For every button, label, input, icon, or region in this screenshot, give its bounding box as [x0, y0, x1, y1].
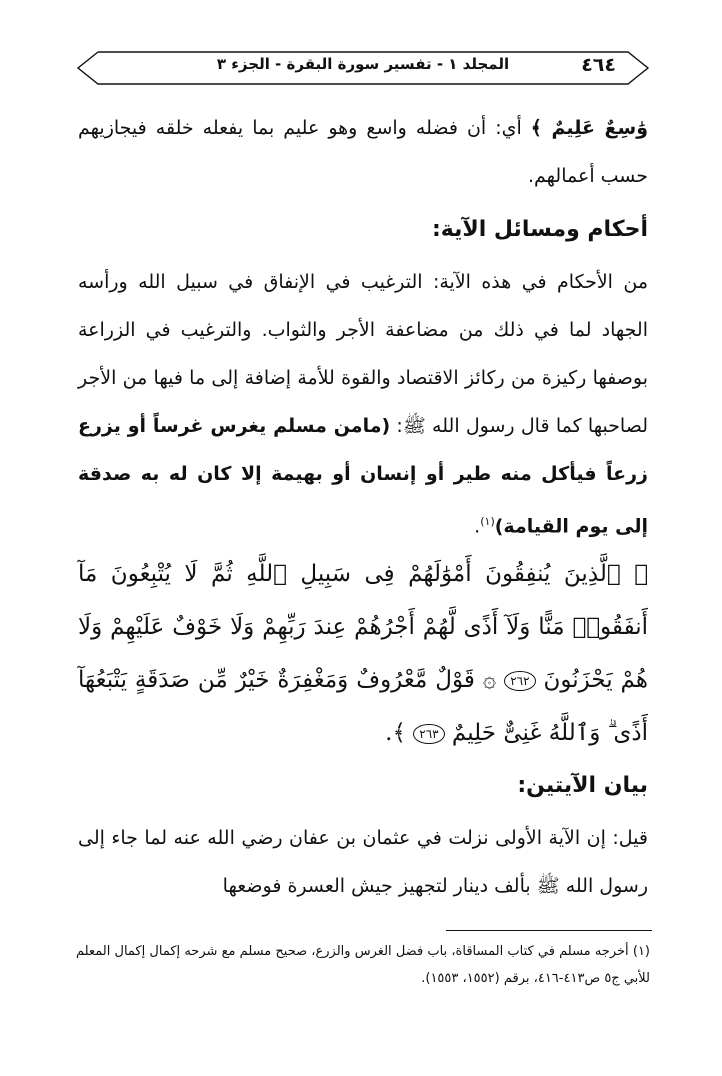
- sentence-end: .: [474, 515, 481, 538]
- quran-close-bracket: ﴾.: [385, 720, 414, 746]
- running-title: المجلد ١ - تفسير سورة البقرة - الجزء ٣: [216, 55, 510, 73]
- commentary-paragraph: [78, 104, 648, 200]
- ayah-263: قَوْلٌ مَّعْرُوفٌ وَمَغْفِرَةٌ خَيْرٌ مِّن صَدَقَةٍ يَتْبَعُهَآ أَذًى ۗ وَٱللَّهُ غَنِىٌّ حَلِيمٌ: [78, 667, 648, 746]
- rub-separator-icon: ۞: [474, 667, 505, 693]
- paragraph-text: من الأحكام في هذه الآية: الترغيب في الإنفاق في سبيل الله ورأسه الجهاد لما في ذلك من مضاعفة الأجر والثواب. والترغيب في الزراعة بوصفها ركيزة من ركائز الاقتصاد والقوة للأمة إضافة إلى ما فيها من الأجر لصاحبها كما قال رسول الله ﷺ:: [78, 271, 648, 437]
- rulings-paragraph: [78, 258, 648, 550]
- explanation-paragraph: قيل: إن الآية الأولى نزلت في عثمان بن عفان رضي الله عنه لما جاء إلى رسول الله ﷺ بألف دينار لتجهيز جيش العسرة فوضعها: [78, 827, 648, 897]
- ayah-number-263: ٢٦٣: [413, 724, 444, 744]
- footnote-reference: (١): [480, 515, 495, 528]
- running-header: [76, 46, 650, 90]
- footnote: (١) أخرجه مسلم في كتاب المساقاة، باب فضل الغرس والزرع، صحيح مسلم مع شرحه إكمال إكمال المعلم للأبي ج٥ ص٤١٣-٤١٦، برقم (١٥٥٢، ١٥٥٣).: [76, 944, 650, 986]
- quran-verses: [78, 548, 648, 760]
- section-heading: بيان الآيتين:: [517, 773, 648, 798]
- ayah-262: ٱلَّذِينَ يُنفِقُونَ أَمْوَٰلَهُمْ فِى سَبِيلِ ٱللَّهِ ثُمَّ لَا يُتْبِعُونَ مَآ أَنفَقُوا۟ مَنًّا وَلَآ أَذًى لَّهُمْ أَجْرُهُمْ عِندَ رَبِّهِمْ وَلَا خَوْفٌ عَلَيْهِمْ وَلَا هُمْ يَحْزَنُونَ: [78, 561, 648, 693]
- page-number: ٤٦٤: [581, 54, 616, 76]
- section-heading: أحكام ومسائل الآية:: [431, 217, 648, 242]
- footnote-divider: [446, 930, 652, 931]
- ayah-number-262: ٢٦٢: [504, 671, 535, 691]
- hadith-quote: (مامن مسلم يغرس غرساً أو يزرع زرعاً فيأكل منه طير أو إنسان أو بهيمة إلا كان له به صدقة إلى يوم القيامة): [78, 415, 648, 538]
- quoted-verse-end: وَٰسِعٌ عَلِيمٌ ﴾: [530, 117, 649, 139]
- paragraph-text: أي: أن فضله واسع وهو عليم بما يفعله خلقه فيجازيهم حسب أعمالهم.: [78, 117, 648, 187]
- quran-open-bracket: ﴿: [620, 561, 648, 587]
